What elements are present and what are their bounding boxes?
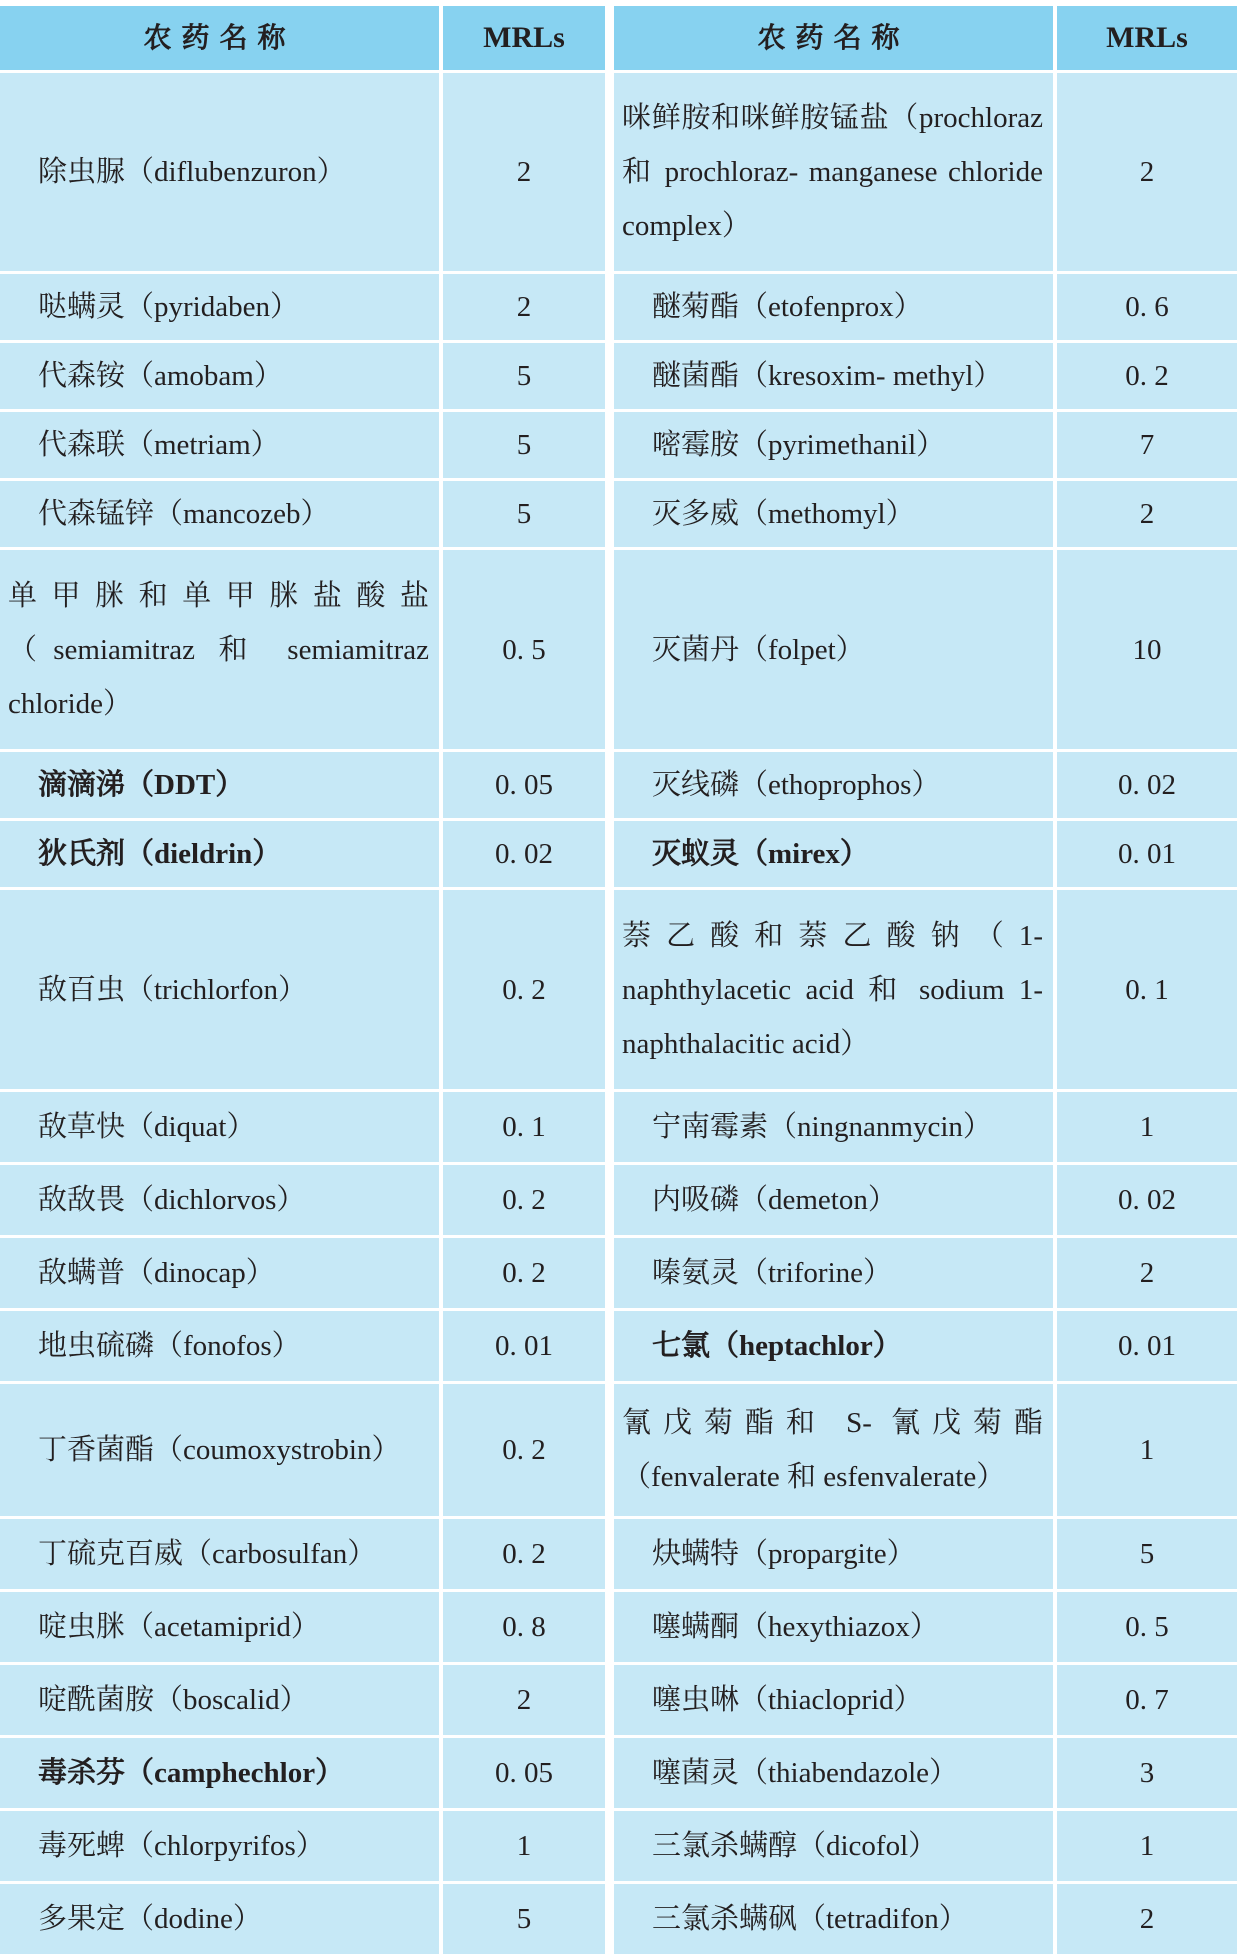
mrl-value: 0. 05 [443, 1738, 605, 1808]
pesticide-name: 代森联（metriam） [0, 412, 439, 478]
pesticide-name: 嘧霉胺（pyrimethanil） [614, 412, 1053, 478]
mrl-value: 0. 2 [1057, 343, 1237, 409]
pesticide-name: 内吸磷（demeton） [614, 1165, 1053, 1235]
pesticide-name: 丁香菌酯（coumoxystrobin） [0, 1384, 439, 1516]
mrl-value: 0. 02 [1057, 752, 1237, 818]
pesticide-name: 七氯（heptachlor） [614, 1311, 1053, 1381]
mrl-value: 0. 1 [443, 1092, 605, 1162]
header-pesticide-name: 农药名称 [0, 6, 439, 70]
pesticide-name: 狄氏剂（dieldrin） [0, 821, 439, 887]
pesticide-name: 地虫硫磷（fonofos） [0, 1311, 439, 1381]
mrl-value: 1 [1057, 1811, 1237, 1881]
pesticide-name: 多果定（dodine） [0, 1884, 439, 1954]
pesticide-name: 丁硫克百威（carbosulfan） [0, 1519, 439, 1589]
mrl-value: 2 [1057, 73, 1237, 271]
mrl-value: 0. 2 [443, 1165, 605, 1235]
pesticide-name: 代森铵（amobam） [0, 343, 439, 409]
mrl-value: 0. 2 [443, 890, 605, 1089]
mrl-value: 1 [1057, 1384, 1237, 1516]
pesticide-name: 啶虫脒（acetamiprid） [0, 1592, 439, 1662]
pesticide-name: 氰戊菊酯和 S- 氰戊菊酯（fenvalerate 和 esfenvalerate） [614, 1384, 1053, 1516]
mrl-value: 5 [443, 412, 605, 478]
mrl-value: 0. 7 [1057, 1665, 1237, 1735]
mrl-value: 5 [443, 1884, 605, 1954]
pesticide-name: 醚菌酯（kresoxim- methyl） [614, 343, 1053, 409]
mrl-value: 7 [1057, 412, 1237, 478]
mrl-value: 3 [1057, 1738, 1237, 1808]
mrl-value: 0. 8 [443, 1592, 605, 1662]
pesticide-name: 滴滴涕（DDT） [0, 752, 439, 818]
pesticide-name: 噻虫啉（thiacloprid） [614, 1665, 1053, 1735]
mrl-value: 0. 05 [443, 752, 605, 818]
pesticide-name: 敌敌畏（dichlorvos） [0, 1165, 439, 1235]
header-pesticide-name: 农药名称 [614, 6, 1053, 70]
mrl-value: 0. 1 [1057, 890, 1237, 1089]
pesticide-name: 敌草快（diquat） [0, 1092, 439, 1162]
mrl-value: 2 [1057, 481, 1237, 547]
mrl-value: 10 [1057, 550, 1237, 749]
pesticide-name: 三氯杀螨醇（dicofol） [614, 1811, 1053, 1881]
pesticide-name: 毒杀芬（camphechlor） [0, 1738, 439, 1808]
mrl-value: 2 [1057, 1238, 1237, 1308]
mrl-value: 0. 2 [443, 1384, 605, 1516]
mrl-value: 0. 02 [1057, 1165, 1237, 1235]
left-column-table [0, 6, 605, 1954]
pesticide-name: 敌螨普（dinocap） [0, 1238, 439, 1308]
mrl-value: 0. 5 [443, 550, 605, 749]
mrl-value: 0. 5 [1057, 1592, 1237, 1662]
pesticide-name: 萘乙酸和萘乙酸钠（1- naphthylacetic acid 和 sodium 1- naphthalacitic acid） [614, 890, 1053, 1089]
pesticide-name: 代森锰锌（mancozeb） [0, 481, 439, 547]
mrl-value: 5 [1057, 1519, 1237, 1589]
pesticide-name: 单甲脒和单甲脒盐酸盐（semiamitraz 和 semiamitraz chloride） [0, 550, 439, 749]
pesticide-name: 炔螨特（propargite） [614, 1519, 1053, 1589]
pesticide-name: 啶酰菌胺（boscalid） [0, 1665, 439, 1735]
mrl-value: 5 [443, 481, 605, 547]
mrl-value: 1 [1057, 1092, 1237, 1162]
pesticide-name: 毒死蜱（chlorpyrifos） [0, 1811, 439, 1881]
pesticide-name: 灭线磷（ethoprophos） [614, 752, 1053, 818]
mrl-value: 0. 02 [443, 821, 605, 887]
mrl-value: 0. 6 [1057, 274, 1237, 340]
mrl-value: 0. 01 [1057, 1311, 1237, 1381]
mrl-value: 2 [443, 1665, 605, 1735]
pesticide-name: 灭多威（methomyl） [614, 481, 1053, 547]
pesticide-name: 噻菌灵（thiabendazole） [614, 1738, 1053, 1808]
right-column-table [614, 6, 1237, 1954]
mrl-value: 2 [1057, 1884, 1237, 1954]
mrl-value: 0. 01 [443, 1311, 605, 1381]
mrl-value: 2 [443, 274, 605, 340]
mrl-value: 2 [443, 73, 605, 271]
pesticide-name: 噻螨酮（hexythiazox） [614, 1592, 1053, 1662]
pesticide-name: 哒螨灵（pyridaben） [0, 274, 439, 340]
pesticide-name: 敌百虫（trichlorfon） [0, 890, 439, 1089]
mrl-value: 1 [443, 1811, 605, 1881]
pesticide-name: 咪鲜胺和咪鲜胺锰盐（prochloraz 和 prochloraz- manganese chloride complex） [614, 73, 1053, 271]
pesticide-name: 灭蚁灵（mirex） [614, 821, 1053, 887]
mrl-value: 0. 2 [443, 1519, 605, 1589]
header-mrls: MRLs [443, 6, 605, 70]
mrl-value: 0. 01 [1057, 821, 1237, 887]
pesticide-name: 嗪氨灵（triforine） [614, 1238, 1053, 1308]
mrl-value: 5 [443, 343, 605, 409]
header-mrls: MRLs [1057, 6, 1237, 70]
pesticide-name: 灭菌丹（folpet） [614, 550, 1053, 749]
pesticide-name: 三氯杀螨砜（tetradifon） [614, 1884, 1053, 1954]
pesticide-name: 醚菊酯（etofenprox） [614, 274, 1053, 340]
mrl-value: 0. 2 [443, 1238, 605, 1308]
pesticide-name: 宁南霉素（ningnanmycin） [614, 1092, 1053, 1162]
pesticide-name: 除虫脲（diflubenzuron） [0, 73, 439, 271]
